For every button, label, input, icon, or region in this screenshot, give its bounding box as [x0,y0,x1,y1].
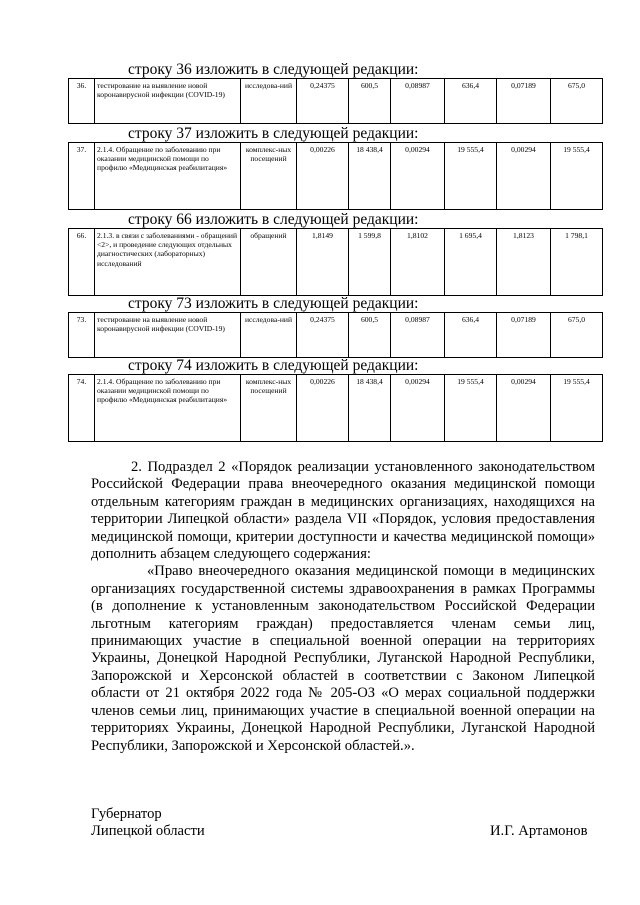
row-value-4: 1 695,4 [445,229,497,296]
row-value-3: 0,00294 [391,143,445,210]
row-value-1: 0,24375 [297,313,349,358]
row-number: 74. [69,375,95,442]
row-value-5: 0,00294 [497,375,551,442]
row-name: 2.1.3. в связи с заболеваниями - обращений <2>, и проведение следующих отдельных диагностических (лабораторных) исследований [95,229,241,296]
row-unit: исследова-ний [241,313,297,358]
table-row-37 [68,142,603,210]
heading-row-74: строку 74 изложить в следующей редакции: [128,357,419,374]
row-number: 66. [69,229,95,296]
row-value-5: 0,07189 [497,79,551,124]
row-value-6: 675,0 [551,79,603,124]
row-value-2: 600,5 [349,79,391,124]
heading-row-36: строку 36 изложить в следующей редакции: [128,61,419,78]
table-row-74 [68,374,603,442]
paragraph-2: 2. Подраздел 2 «Порядок реализации установленного законодательством Российской Федерации права внеочередного оказания медицинской помощи отдельным категориям граждан в медицинских организациях, находящихся на территории Липецкой области» раздела VII «Порядок, условия предоставления медицинской помощи, критерии доступности и качества медицинской помощи» дополнить абзацем следующего содержания: [91,459,595,563]
row-value-5: 0,00294 [497,143,551,210]
row-unit: обращений [241,229,297,296]
row-value-3: 0,00294 [391,375,445,442]
row-value-4: 19 555,4 [445,143,497,210]
signature-position [91,806,205,841]
table-row-66 [68,228,603,296]
row-name: 2.1.4. Обращение по заболеванию при оказании медицинской помощи по профилю «Медицинская реабилитация» [95,375,241,442]
row-unit: исследова-ний [241,79,297,124]
paragraph-quote: «Право внеочередного оказания медицинской помощи в медицинских организациях государственной системы здравоохранения в рамках Программы (в дополнение к установленным законодательством Российской Федерации льготным категориям граждан) предоставляется членам семьи лиц, принимающих участие в специальной военной операции на территориях Украины, Донецкой Народной Республики, Луганской Народной Республики, Запорожской и Херсонской областей в соответствии с Законом Липецкой области от 21 октября 2022 года № 205-ОЗ «О мерах социальной поддержки членов семьи лиц, принимающих участие в специальной военной операции на территориях Украины, Донецкой Народной Республики, Луганской Народной Республики, Запорожской и Херсонской областей.». [91,563,595,754]
row-value-3: 0,08987 [391,79,445,124]
table-row-36 [68,78,603,124]
heading-row-66: строку 66 изложить в следующей редакции: [128,211,419,228]
row-value-1: 1,8149 [297,229,349,296]
row-value-3: 0,08987 [391,313,445,358]
row-value-5: 0,07189 [497,313,551,358]
row-value-4: 19 555,4 [445,375,497,442]
row-number: 36. [69,79,95,124]
row-value-5: 1,8123 [497,229,551,296]
amendment-text [91,459,595,755]
row-value-4: 636,4 [445,313,497,358]
row-value-6: 19 555,4 [551,143,603,210]
row-value-1: 0,00226 [297,375,349,442]
row-number: 37. [69,143,95,210]
row-value-4: 636,4 [445,79,497,124]
row-value-1: 0,24375 [297,79,349,124]
row-value-3: 1,8102 [391,229,445,296]
row-value-2: 600,5 [349,313,391,358]
signature-position-line1: Губернатор [91,806,162,822]
row-value-2: 18 438,4 [349,143,391,210]
row-value-6: 19 555,4 [551,375,603,442]
row-value-6: 675,0 [551,313,603,358]
heading-row-37: строку 37 изложить в следующей редакции: [128,125,419,142]
row-value-2: 18 438,4 [349,375,391,442]
row-value-1: 0,00226 [297,143,349,210]
row-unit: комплекс-ных посещений [241,143,297,210]
row-value-2: 1 599,8 [349,229,391,296]
row-number: 73. [69,313,95,358]
table-row-73 [68,312,603,358]
row-unit: комплекс-ных посещений [241,375,297,442]
row-value-6: 1 798,1 [551,229,603,296]
row-name: 2.1.4. Обращение по заболеванию при оказании медицинской помощи по профилю «Медицинская реабилитация» [95,143,241,210]
row-name: тестирование на выявление новой коронавирусной инфекции (COVID-19) [95,313,241,358]
row-name: тестирование на выявление новой коронавирусной инфекции (COVID-19) [95,79,241,124]
signature-name: И.Г. Артамонов [490,823,588,839]
signature-position-line2: Липецкой области [91,823,205,840]
heading-row-73: строку 73 изложить в следующей редакции: [128,295,419,312]
